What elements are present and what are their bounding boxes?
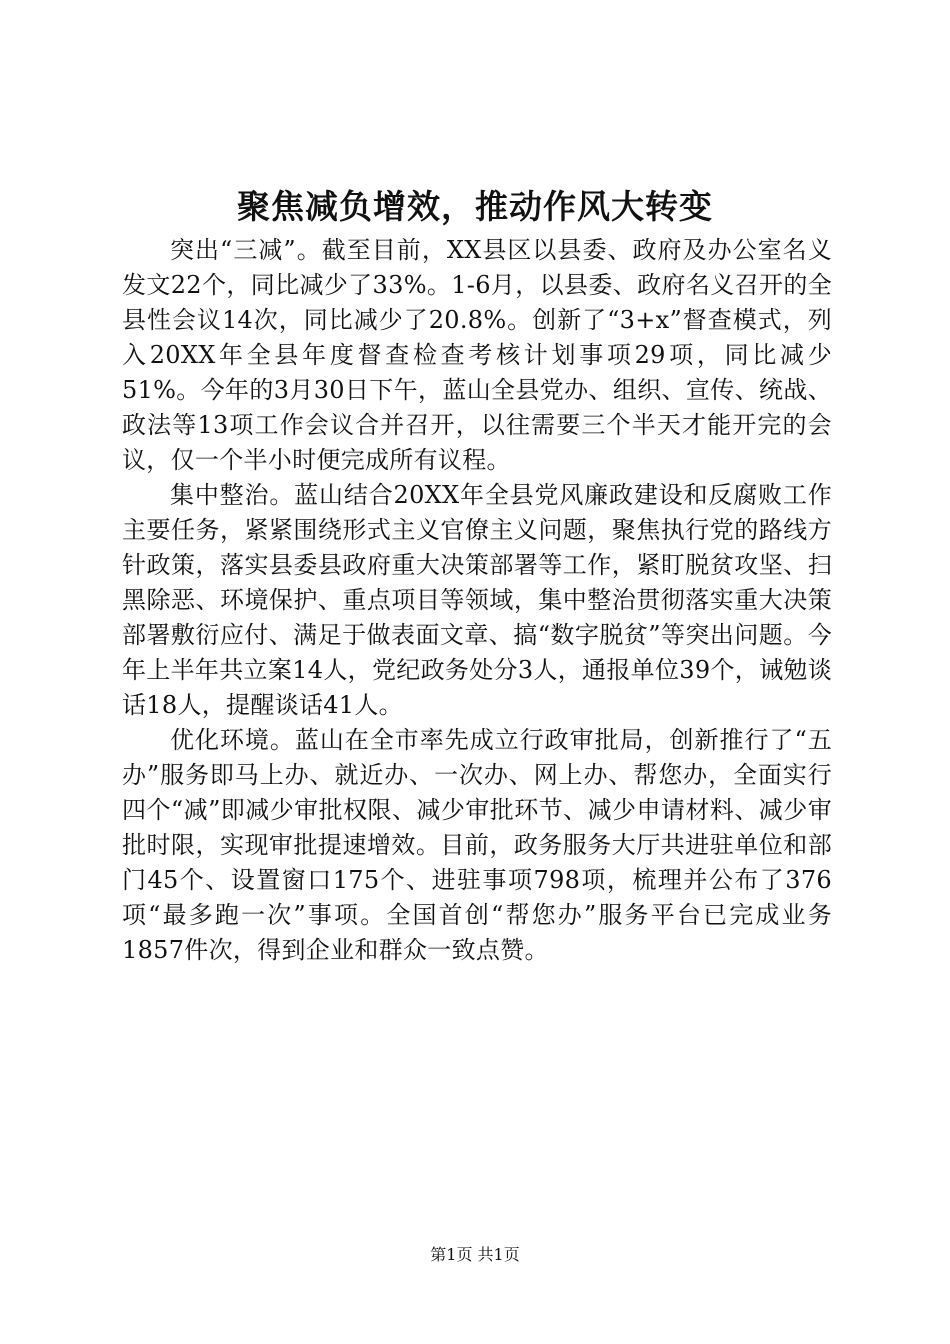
document-title: 聚焦减负增效，推动作风大转变 xyxy=(237,187,713,226)
paragraph-you-hua-huan-jing: 优化环境。蓝山在全市率先成立行政审批局，创新推行了“五办”服务即马上办、就近办、一次办、网上办、帮您办，全面实行四个“减”即减少审批权限、减少审批环节、减少申请材料、减少审批时限，实现审批提速增效。目前，政务服务大厅共进驻单位和部门45个、设置窗口175个、进驻事项798项，梳理并公布了376项“最多跑一次”事项。全国首创“帮您办”服务平台已完成业务1857件次，得到企业和群众一致点赞。 xyxy=(122,726,832,964)
document-body xyxy=(122,233,832,968)
total-pages: 共1页 xyxy=(477,1245,520,1264)
page-footer xyxy=(0,1244,950,1266)
page-number: 第1页 xyxy=(430,1245,473,1264)
paragraph-san-jian: 突出“三减”。截至目前，XX县区以县委、政府及办公室名义发文22个，同比减少了33%。1-6月，以县委、政府名义召开的全县性会议14次，同比减少了20.8%。创新了“3+x”督查模式，列入20XX年全县年度督查检查考核计划事项29项，同比减少51%。今年的3月30日下午，蓝山全县党办、组织、宣传、统战、政法等13项工作会议合并召开，以往需要三个半天才能开完的会议，仅一个半小时便完成所有议程。 xyxy=(122,236,832,474)
paragraph-ji-zhong-zheng-zhi: 集中整治。蓝山结合20XX年全县党风廉政建设和反腐败工作主要任务，紧紧围绕形式主义官僚主义问题，聚焦执行党的路线方针政策，落实县委县政府重大决策部署等工作，紧盯脱贫攻坚、扫黑除恶、环境保护、重点项目等领域，集中整治贯彻落实重大决策部署敷衍应付、满足于做表面文章、搞“数字脱贫”等突出问题。今年上半年共立案14人，党纪政务处分3人，通报单位39个，诫勉谈话18人，提醒谈话41人。 xyxy=(122,481,832,719)
